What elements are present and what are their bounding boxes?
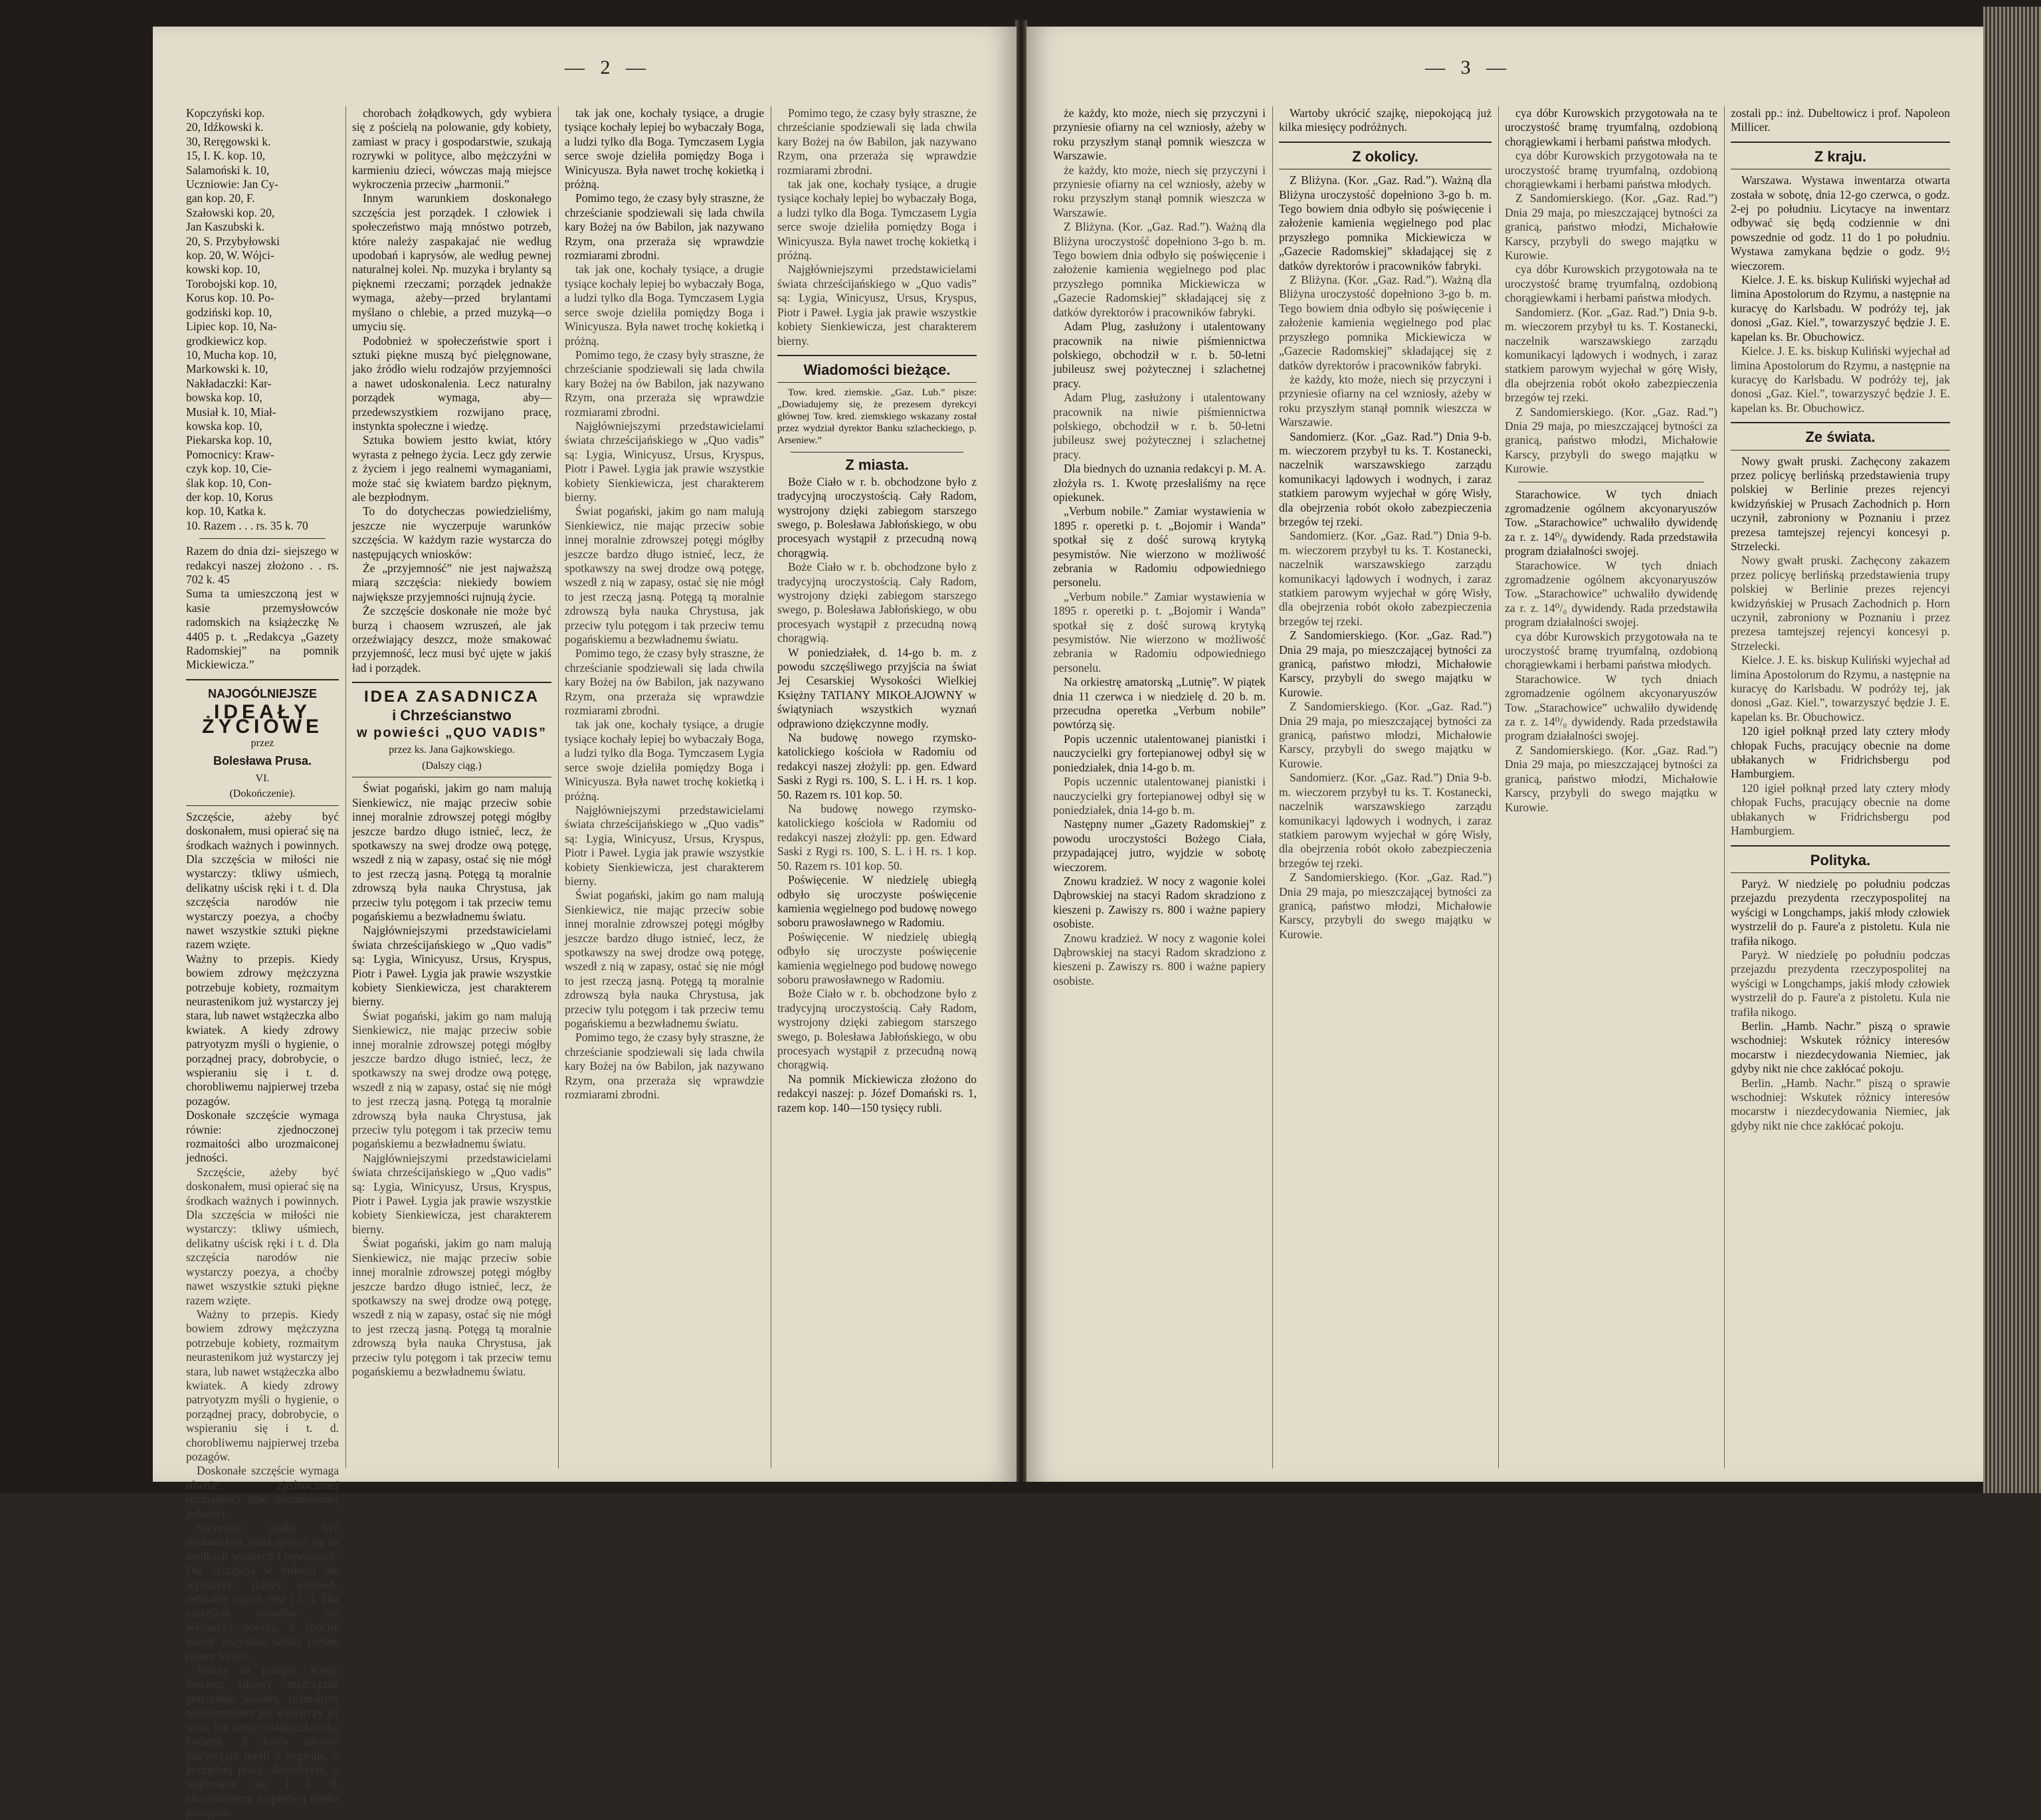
city-paragraph: Boże Ciało w r. b. obchodzone było z tradycyjną uroczystością. Cały Radom, wystrojony dzięki zabiegom starszego swego, p. Bolesława Jabłońskiego, w obu procesyach wystąpił z przecudną nową chorągwią. (777, 987, 977, 1072)
kraju-head: Z kraju. (1814, 148, 1867, 165)
article-paragraph: Najgłówniejszymi przedstawicielami świata chrześcijańskiego w „Quo vadis” są: Lygia, Winicyusz, Ursus, Kryspus, Piotr i Paweł. Lygia jak prawie wszystkie kobiety Sienkiewicza, jest charakterem bierny. (565, 419, 764, 504)
donor-line: Piekarska kop. 10, (186, 433, 272, 447)
article-paragraph: Pomimo tego, że czasy były straszne, że chrześcianie spodziewali się lada chwila kary Bożej na ów Babilon, jak nazywano Rzym, ona przeraża się wprawdzie rozmiarami zbrodni. (777, 106, 977, 177)
left-column-1 (186, 106, 339, 1819)
kraju-header (1731, 142, 1950, 169)
serial-paragraph: Szczęście, ażeby być doskonałem, musi opierać się na środkach ważnych i powinnych. Dla szczęścia w miłości nie wystarczy: tkliwy uśmiech, delikatny uścisk ręki i t. d. Dla szczęścia narodów nie wystarczy poezya, a choćby nawet wszystkie sztuki piękne razem wzięte. (186, 1521, 339, 1663)
article-paragraph: że każdy, kto może, niech się przyczyni i przyniesie ofiarny na cel wzniosły, ażeby w roku przyszłym stanął pomnik wieszcza w Warszawie. (1279, 372, 1492, 429)
article-paragraph: tak jak one, kochały tysiące, a drugie tysiące kochały lepiej bo wybaczały Boga, a ludzi tylko dla Boga. Tymczasem Lygia serce swoje dzieliła pomiędzy Boga i Winicyusza. Była nawet trochę kokietką i próżną. (565, 262, 764, 348)
idea-continuation: (Dalszy ciąg.) (422, 759, 482, 771)
right-column-2 (1279, 106, 1492, 1475)
article-paragraph: cya dóbr Kurowskich przygotowała na te uroczystość bramę tryumfalną, ozdobioną chorągiewkami i herbami państwa młodych. (1505, 629, 1717, 672)
column-rule (558, 106, 559, 1468)
polityka-header (1731, 845, 1950, 873)
article-paragraph: chorobach żołądkowych, gdy wybiera się z pościelą na polowanie, gdy kobiety, zamiast w pracy i gospodarstwie, szukają rozrywki w polityce, albo mężczyźni w karmieniu dzieci, wówczas mają miejsce wykroczenia przeciw „harmonii.” (352, 106, 551, 191)
article-paragraph: tak jak one, kochały tysiące, a drugie tysiące kochały lepiej bo wybaczały Boga, a ludzi tylko dla Boga. Tymczasem Lygia serce swoje dzieliła pomiędzy Boga i Winicyusza. Była nawet trochę kokietką i próżną. (777, 177, 977, 262)
serial-label: NAJOGÓLNIEJSZE (207, 686, 318, 700)
serial-paragraph: Szczęście, ażeby być doskonałem, musi opierać się na środkach ważnych i powinnych. Dla szczęścia w miłości nie wystarczy: tkliwy uśmiech, delikatny uścisk ręki i t. d. Dla szczęścia narodów nie wystarczy poezya, a choćby nawet wszystkie sztuki piękne razem wzięte. (186, 809, 339, 952)
article-paragraph: Z Sandomierskiego. (Kor. „Gaz. Rad.”) Dnia 29 maja, po mieszczającej bytności za granicą, państwo młodzi, Michałowie Karscy, przybyli do swego majątku w Kurowie. (1505, 191, 1717, 262)
donor-line: 10. Razem . . . rs. 35 k. 70 (186, 518, 308, 532)
right-page-number: — 3 — (1425, 56, 1511, 78)
donor-line: 20, Idźkowski k. (186, 120, 264, 134)
idea-title: IDEA ZASADNICZA (363, 688, 540, 706)
city-paragraph: Na budowę nowego rzymsko-katolickiego kościoła w Radomiu od redakcyi naszej złożyli: pp. gen. Edward Saski z Rygi rs. 100, S. L. i H. rs. 1 kop. 50. Razem rs. 101 kop. 50. (777, 731, 977, 801)
city-paragraph: Boże Ciało w r. b. obchodzone było z tradycyjną uroczystością. Cały Radom, wystrojony dzięki zabiegom starszego swego, p. Bolesława Jabłońskiego, w obu procesyach wystąpił z przecudną nową chorągwią. (777, 474, 977, 559)
swiata-header (1731, 422, 1950, 450)
donor-line: grodkiewicz kop. (186, 334, 267, 348)
article-paragraph: Adam Plug, zasłużony i utalentowany pracownik na niwie piśmiennictwa polskiego, obchodził w r. b. 50-letni jubileusz swej pożytecznej i szlachetnej pracy. (1053, 320, 1266, 390)
article-paragraph: Świat pogański, jakim go nam malują Sienkiewicz, nie mając przeciw sobie innej moralnie zdrowszej potęgi mógłby jeszcze bardzo długo istnieć, lecz, że spotkawszy na swej drodze ową potęgę, wszedł z nią w zapasy, ostać się nie mógł to jest rzeczą jasną. Potęgą tą moralnie zdrowszą była nauka Chrystusa, jak przeciw tylu potęgom i tak przeciw temu pogańskiemu a bezwładnemu światu. (565, 504, 764, 647)
article-paragraph: Warszawa. Wystawa inwentarza otwarta została w sobotę, dnia 12-go czerwca, o godz. 2-ej po południu. Licytacye na inwentarz odbywać się będą codziennie w dni powszednie od godz. 11 do 1 po południu. Wystawa zamykana będzie o godz. 9½ wieczorem. (1731, 173, 1950, 272)
column-rule (1724, 106, 1725, 1468)
article-paragraph: Berlin. „Hamb. Nachr.” piszą o sprawie wschodniej: Wskutek różnicy interesów mocarstw i niezdecydowania Niemiec, jak gdyby nikt nie chce zakłócać pokoju. (1731, 1076, 1950, 1132)
article-paragraph: Paryż. W niedzielę po południu podczas przejazdu prezydenta rzeczypospolitej na wyścigi w Longchamps, jakiś młody człowiek wystrzelił do p. Faure'a z pistoletu. Kula nie trafiła nikogo. (1731, 876, 1950, 948)
serial-title: IDEAŁY ŻYCIOWE (202, 701, 323, 738)
article-paragraph: Najgłówniejszymi przedstawicielami świata chrześcijańskiego w „Quo vadis” są: Lygia, Winicyusz, Ursus, Kryspus, Piotr i Paweł. Lygia jak prawie wszystkie kobiety Sienkiewicza, jest charakterem bierny. (352, 1151, 551, 1236)
article-paragraph: Dla biednych do uznania redakcyi p. M. A. złożyła rs. 1. Kwotę przesłaliśmy na ręce opiekunek. (1053, 462, 1266, 504)
article-paragraph: Najgłówniejszymi przedstawicielami świata chrześcijańskiego w „Quo vadis” są: Lygia, Winicyusz, Ursus, Kryspus, Piotr i Paweł. Lygia jak prawie wszystkie kobiety Sienkiewicza, jest charakterem bierny. (352, 924, 551, 1009)
article-paragraph: Na orkiestrę amatorską „Lutnię”. W piątek dnia 11 czerwca i w niedzielę d. 20 b. m. przecudna operetka „Verbum nobile” powtórzą się. (1053, 675, 1266, 732)
donor-line: Kopczyński kop. (186, 106, 265, 120)
serial-paragraph: Doskonałe szczęście wymaga równie: zjednoczonej rozmaitości albo urozmaiconej jedności. (186, 1464, 339, 1520)
article-paragraph: Kielce. J. E. ks. biskup Kuliński wyjechał ad limina Apostolorum do Rzymu, a następnie na kuracyę do Karlsbadu. W podróży tej, jak donosi „Gaz. Kiel.”, towarzyszyć będzie J. E. kapelan ks. Br. Obuchowicz. (1731, 653, 1950, 724)
serial-paragraph: Doskonałe szczęście wymaga równie: zjednoczonej rozmaitości albo urozmaiconej jedności. (186, 1108, 339, 1165)
article-paragraph: że każdy, kto może, niech się przyczyni i przyniesie ofiarny na cel wzniosły, ażeby w roku przyszłym stanął pomnik wieszcza w Warszawie. (1053, 163, 1266, 219)
article-paragraph: Najgłówniejszymi przedstawicielami świata chrześcijańskiego w „Quo vadis” są: Lygia, Winicyusz, Ursus, Kryspus, Piotr i Paweł. Lygia jak prawie wszystkie kobiety Sienkiewicza, jest charakterem bierny. (565, 803, 764, 888)
donor-list (186, 106, 339, 533)
article-paragraph: Pomimo tego, że czasy były straszne, że chrześcianie spodziewali się lada chwila kary Bożej na ów Babilon, jak nazywano Rzym, ona przeraża się wprawdzie rozmiarami zbrodni. (565, 348, 764, 419)
article-paragraph: Z Sandomierskiego. (Kor. „Gaz. Rad.”) Dnia 29 maja, po mieszczającej bytności za granicą, państwo młodzi, Michałowie Karscy, przybyli do swego majątku w Kurowie. (1505, 743, 1717, 814)
donor-line: Torobojski kop. 10, (186, 276, 277, 290)
kasa-note: Suma ta umieszczoną jest w kasie przemysłowców radomskich na książeczkę № 4405 p. t. „Redakcya „Gazety Radomskiej” na pomnik Mickiewicza.” (186, 587, 339, 672)
article-paragraph: Świat pogański, jakim go nam malują Sienkiewicz, nie mając przeciw sobie innej moralnie zdrowszej potęgi mógłby jeszcze bardzo długo istnieć, lecz, że spotkawszy na swej drodze ową potęgę, wszedł z nią w zapasy, ostać się nie mógł to jest rzeczą jasną. Potęgą tą moralnie zdrowszą była nauka Chrystusa, jak przeciw tylu potęgom i tak przeciw temu pogańskiemu a bezwładnemu światu. (352, 1009, 551, 1151)
article-paragraph: 120 igieł połknął przed laty cztery młody chłopak Fuchs, pracujący obecnie na dome ubłakanych w Fridrichsbergu pod Hamburgiem. (1731, 724, 1950, 781)
article-paragraph: Następny numer „Gazety Radomskiej” z powodu uroczystości Bożego Ciała, przypadającej jutro, wyjdzie w sobotę wieczorem. (1053, 817, 1266, 874)
city-head: Z miasta. (845, 456, 909, 474)
article-paragraph: Że „przyjemność” nie jest najważszą miarą szczęścia: niekiedy bowiem największe przyjemności rujnują życie. (352, 561, 551, 603)
article-paragraph: Popis uczennic utalentowanej pianistki i nauczycielki gry fortepianowej odbył się w poniedziałek, dnia 14-go b. m. (1053, 775, 1266, 817)
article-paragraph: Pomimo tego, że czasy były straszne, że chrześcianie spodziewali się lada chwila kary Bożej na ów Babilon, jak nazywano Rzym, ona przeraża się wprawdzie rozmiarami zbrodni. (565, 191, 764, 262)
article-paragraph: że każdy, kto może, niech się przyczyni i przyniesie ofiarny na cel wzniosły, ażeby w roku przyszłym stanął pomnik wieszcza w Warszawie. (1053, 106, 1266, 163)
left-column-3 (565, 106, 764, 1475)
donor-line: godziński kop. 10, (186, 305, 272, 319)
polityka-head: Polityka. (1810, 851, 1871, 868)
article-paragraph: Popis uczennic utalentowanej pianistki i nauczycielki gry fortepianowej odbył się w poniedziałek, dnia 14-go b. m. (1053, 732, 1266, 774)
city-paragraph: Boże Ciało w r. b. obchodzone było z tradycyjną uroczystością. Cały Radom, wystrojony dzięki zabiegom starszego swego, p. Bolesława Jabłońskiego, w obu procesyach wystąpił z przecudną nową chorągwią. (777, 560, 977, 645)
donor-line: kop. 10, Katka k. (186, 504, 266, 518)
column-rule (1498, 106, 1499, 1468)
article-paragraph: Świat pogański, jakim go nam malują Sienkiewicz, nie mając przeciw sobie innej moralnie zdrowszej potęgi mógłby jeszcze bardzo długo istnieć, lecz, że spotkawszy na swej drodze ową potęgę, wszedł z nią w zapasy, ostać się nie mógł to jest rzeczą jasną. Potęgą tą moralnie zdrowszą była nauka Chrystusa, jak przeciw tylu potęgom i tak przeciw temu pogańskiemu a bezwładnemu światu. (352, 1237, 551, 1378)
article-paragraph: Z Sandomierskiego. (Kor. „Gaz. Rad.”) Dnia 29 maja, po mieszczającej bytności za granicą, państwo młodzi, Michałowie Karscy, przybyli do swego majątku w Kurowie. (1279, 629, 1492, 699)
donor-line: Pomocnicy: Kraw- (186, 447, 274, 461)
article-paragraph: Podobnież w społeczeństwie sport i sztuki piękne muszą być pielęgnowane, jako źródło wielu rodzajów przyjemności a nawet udoskonalenia. Lecz naturalny porządek wymaga, aby—przedewszystkiem rozwijano pracę, instynkta społeczne i wiedzę. (352, 334, 551, 433)
article-paragraph: Znowu kradzież. W nocy z wagonie kolei Dąbrowskiej na stacyi Radom skradziono z kieszeni p. Zawiszy rs. 800 i ważne papiery osobiste. (1053, 874, 1266, 931)
article-paragraph: Znowu kradzież. W nocy z wagonie kolei Dąbrowskiej na stacyi Radom skradziono z kieszeni p. Zawiszy rs. 800 i ważne papiery osobiste. (1053, 931, 1266, 987)
donor-line: der kop. 10, Korus (186, 490, 273, 504)
article-paragraph: Kielce. J. E. ks. biskup Kuliński wyjechał ad limina Apostolorum do Rzymu, a następnie na kuracyę do Karlsbadu. W podróży tej, jak donosi „Gaz. Kiel.”, towarzyszyć będzie J. E. kapelan ks. Br. Obuchowicz. (1731, 344, 1950, 415)
article-paragraph: Z Sandomierskiego. (Kor. „Gaz. Rad.”) Dnia 29 maja, po mieszczającej bytności za granicą, państwo młodzi, Michałowie Karscy, przybyli do swego majątku w Kurowie. (1279, 870, 1492, 941)
article-paragraph: Świat pogański, jakim go nam malują Sienkiewicz, nie mając przeciw sobie innej moralnie zdrowszej potęgi mógłby jeszcze bardzo długo istnieć, lecz, że spotkawszy na swej drodze ową potęgę, wszedł z nią w zapasy, ostać się nie mógł to jest rzeczą jasną. Potęgą tą moralnie zdrowszą była nauka Chrystusa, jak przeciw tylu potęgom i tak przeciw temu pogańskiemu a bezwładnemu światu. (565, 888, 764, 1030)
article-paragraph: Kielce. J. E. ks. biskup Kuliński wyjechał ad limina Apostolorum do Rzymu, a następnie na kuracyę do Karlsbadu. W podróży tej, jak donosi „Gaz. Kiel.”, towarzyszyć będzie J. E. kapelan ks. Br. Obuchowicz. (1731, 273, 1950, 344)
article-paragraph: cya dóbr Kurowskich przygotowała na te uroczystość bramę tryumfalną, ozdobioną chorągiewkami i herbami państwa młodych. (1505, 262, 1717, 305)
article-paragraph: Paryż. W niedzielę po południu podczas przejazdu prezydenta rzeczypospolitej na wyścigi w Longchamps, jakiś młody człowiek wystrzelił do p. Faure'a z pistoletu. Kula nie trafiła nikogo. (1731, 948, 1950, 1019)
serial-paragraph: Ważny to przepis. Kiedy bowiem zdrowy mężczyzna potrzebuje kobiety, rozmaitym neurastenikom już wystarczy jej stara, lub nawet wstążeczka albo kwiatek. A kiedy zdrowy patryotyzm myśli o hygienie, o porządnej pracy, dobrobycie, o wspieraniu się i t. d. chorobliwemu najpierwej trzeba pozagów. (186, 1307, 339, 1463)
article-paragraph: cya dóbr Kurowskich przygotowała na te uroczystość bramę tryumfalną, ozdobioną chorągiewkami i herbami państwa młodych. (1505, 106, 1717, 148)
article-paragraph: Sztuka bowiem jestto kwiat, który wyrasta z pełnego życia. Lecz gdy zerwie z życiem i jego realnemi wymaganiami, może stać się kwiatem bardzo pięknym, ale bezpłodnym. (352, 433, 551, 504)
column-rule (345, 106, 346, 1468)
donor-line: Szałowski kop. 20, (186, 205, 275, 219)
serial-paragraph: Ważny to przepis. Kiedy bowiem zdrowy mężczyzna potrzebuje kobiety, rozmaitym neurastenikom już wystarczy jej stara, lub nawet wstążeczka albo kwiatek. A kiedy zdrowy patryotyzm myśli o hygienie, o porządnej pracy, dobrobycie, o wspieraniu się i t. d. chorobliwemu najpierwej trzeba pozagów. (186, 952, 339, 1108)
city-paragraph: Poświęcenie. W niedzielę ubiegłą odbyło się uroczyste poświęcenie kamienia węgielnego pod budowę nowego soboru prawosławnego w Radomiu. (777, 873, 977, 930)
right-page (1026, 27, 1983, 1482)
donor-line: Uczniowie: Jan Cy- (186, 177, 278, 191)
article-paragraph: Pomimo tego, że czasy były straszne, że chrześcianie spodziewali się lada chwila kary Bożej na ów Babilon, jak nazywano Rzym, ona przeraża się wprawdzie rozmiarami zbrodni. (565, 1031, 764, 1102)
article-paragraph: Z Bliżyna. (Kor. „Gaz. Rad.”). Ważną dla Bliżyna uroczystość dopełniono 3-go b. m. Tego bowiem dnia odbyło się poświęcenie i założenie kamienia węgielnego pod plac przyszłego pomnika Mickiewicza w „Gazecie Radomskiej” składającej się z datków dyrektorów i pracowników fabryki. (1279, 173, 1492, 272)
city-paragraph: Poświęcenie. W niedzielę ubiegłą odbyło się uroczyste poświęcenie kamienia węgielnego pod budowę nowego soboru prawosławnego w Radomiu. (777, 930, 977, 986)
article-paragraph: Najgłówniejszymi przedstawicielami świata chrześcijańskiego w „Quo vadis” są: Lygia, Winicyusz, Ursus, Kryspus, Piotr i Paweł. Lygia jak prawie wszystkie kobiety Sienkiewicza, jest charakterem bierny. (777, 262, 977, 348)
serial-by: przez (250, 738, 274, 750)
donor-line: Jan Kaszubski k. (186, 220, 265, 234)
serial-paragraph: Szczęście, ażeby być doskonałem, musi opierać się na środkach ważnych i powinnych. Dla szczęścia w miłości nie wystarczy: tkliwy uśmiech, delikatny uścisk ręki i t. d. Dla szczęścia narodów nie wystarczy poezya, a choćby nawet wszystkie sztuki piękne razem wzięte. (186, 1165, 339, 1307)
article-paragraph: 120 igieł połknął przed laty cztery młody chłopak Fuchs, pracujący obecnie na dome ubłakanych w Fridrichsbergu pod Hamburgiem. (1731, 781, 1950, 838)
article-paragraph: tak jak one, kochały tysiące, a drugie tysiące kochały lepiej bo wybaczały Boga, a ludzi tylko dla Boga. Tymczasem Lygia serce swoje dzieliła pomiędzy Boga i Winicyusza. Była nawet trochę kokietką i próżną. (565, 106, 764, 191)
article-paragraph: „Verbum nobile.” Zamiar wystawienia w 1895 r. operetki p. t. „Bojomir i Wanda” spotkał się z dość surową krytyką pesymistów. Nie wierzono w możliwość zebrania w Radomiu odpowiedniego personelu. (1053, 589, 1266, 674)
book-gutter (1015, 20, 1027, 1482)
city-paragraph: Na budowę nowego rzymsko-katolickiego kościoła w Radomiu od redakcyi naszej złożyli: pp. gen. Edward Saski z Rygi rs. 100, S. L. i H. rs. 1 kop. 50. Razem rs. 101 kop. 50. (777, 802, 977, 872)
article-paragraph: Sandomierz. (Kor. „Gaz. Rad.”) Dnia 9-b. m. wieczorem przybył tu ks. T. Kostanecki, naczelnik warszawskiego zarządu komunikacyi lądowych i wodnych, i zaraz statkiem parowym wyjechał w górę Wisły, dla obejrzenia robót około zabezpieczenia brzegów tej rzeki. (1279, 429, 1492, 528)
total-text: Razem do dnia dzi- siejszego w redakcyi naszej złożono . . rs. 702 k. 45 (186, 544, 339, 586)
donor-line: ślak kop. 10, Con- (186, 476, 272, 490)
donor-line: kowski kop. 10, (186, 262, 260, 276)
okolicy-header (1279, 142, 1492, 169)
news-header (777, 355, 977, 383)
donor-line: 30, Reręgowski k. (186, 134, 271, 148)
donor-line: Musiał k. 10, Miał- (186, 405, 276, 419)
donor-line: kop. 20, W. Wójci- (186, 249, 274, 262)
right-column-3 (1505, 106, 1717, 1475)
article-paragraph: Adam Plug, zasłużony i utalentowany pracownik na niwie piśmiennictwa polskiego, obchodził w r. b. 50-letni jubileusz swej pożytecznej i szlachetnej pracy. (1053, 391, 1266, 461)
right-column-4 (1731, 106, 1950, 1475)
left-page-number: — 2 — (565, 56, 651, 78)
article-paragraph: zostali pp.: inż. Dubeltowicz i prof. Napoleon Millicer. (1731, 106, 1950, 134)
article-paragraph: cya dóbr Kurowskich przygotowała na te uroczystość bramę tryumfalną, ozdobioną chorągiewkami i herbami państwa młodych. (1505, 149, 1717, 191)
stacked-page-edges (1983, 7, 2041, 1493)
article-paragraph: Z Bliżyna. (Kor. „Gaz. Rad.”). Ważną dla Bliżyna uroczystość dopełniono 3-go b. m. Tego bowiem dnia odbyło się poświęcenie i założenie kamienia węgielnego pod plac przyszłego pomnika Mickiewicza w „Gazecie Radomskiej” składającej się z datków dyrektorów i pracowników fabryki. (1053, 220, 1266, 319)
article-paragraph: Z Bliżyna. (Kor. „Gaz. Rad.”). Ważną dla Bliżyna uroczystość dopełniono 3-go b. m. Tego bowiem dnia odbyło się poświęcenie i założenie kamienia węgielnego pod plac przyszłego pomnika Mickiewicza w „Gazecie Radomskiej” składającej się z datków dyrektorów i pracowników fabryki. (1279, 273, 1492, 372)
donor-line: Nakładaczki: Kar- (186, 376, 272, 390)
idea-header (352, 682, 551, 777)
article-paragraph: Nowy gwałt pruski. Zachęcony zakazem przez policyę berlińską przedstawienia trupy polskiej w Berlinie prezes rejencyi kwidzyńskiej w Prusach Zachodnich p. Horn uczynił, zabroniony w Poznaniu i przez prezesa tamtejszej rejencyi koncesyi p. Strzelecki. (1731, 554, 1950, 653)
idea-novel: w powieści „QUO VADIS” (357, 726, 547, 741)
article-paragraph: Nowy gwałt pruski. Zachęcony zakazem przez policyę berlińską przedstawienia trupy polskiej w Berlinie prezes rejencyi kwidzyńskiej w Prusach Zachodnich p. Horn uczynił, zabroniony w Poznaniu i przez prezesa tamtejszej rejencyi koncesyi p. Strzelecki. (1731, 454, 1950, 553)
article-paragraph: Że szczęście doskonałe nie może być burzą i chaosem wzruszeń, ale jak orzeźwiający deszcz, może smakować przyjemność, lecz musi być ujęte w jakiś ład i porządek. (352, 604, 551, 674)
article-paragraph: Berlin. „Hamb. Nachr.” piszą o sprawie wschodniej: Wskutek różnicy interesów mocarstw i niezdecydowania Niemiec, jak gdyby nikt nie chce zakłócać pokoju. (1731, 1019, 1950, 1076)
article-paragraph: Z Sandomierskiego. (Kor. „Gaz. Rad.”) Dnia 29 maja, po mieszczającej bytności za granicą, państwo młodzi, Michałowie Karscy, przybyli do swego majątku w Kurowie. (1505, 405, 1717, 476)
idea-author: przez ks. Jana Gajkowskiego. (389, 744, 515, 756)
left-page (153, 27, 1017, 1819)
article-paragraph: To do dotycheczas powiedzieliśmy, jeszcze nie wyczerpuje warunków szczęścia. W każdym razie wystarcza do następujących wniosków: (352, 504, 551, 561)
article-paragraph: tak jak one, kochały tysiące, a drugie tysiące kochały lepiej bo wybaczały Boga, a ludzi tylko dla Boga. Tymczasem Lygia serce swoje dzieliła pomiędzy Boga i Winicyusza. Była nawet trochę kokietką i próżną. (565, 718, 764, 803)
donor-line: czyk kop. 10, Cie- (186, 462, 272, 476)
column-rule (1272, 106, 1273, 1468)
left-column-4 (777, 106, 977, 1475)
article-paragraph: Innym warunkiem doskonałego szczęścia jest porządek. I człowiek i społeczeństwo mają mnóstwo potrzeb, które należy zaspakajać nie według upodobań i kaprysów, ale według pewnej naturalnej kolei. Np. muzyka i brylanty są pięknemi rzeczami; porządek jednakże wymaga, ażeby—przed brylantami myślano o chlebie, a przed muzyką—o umyciu się. (352, 191, 551, 334)
article-paragraph: Starachowice. W tych dniach zgromadzenie ogólnem akcyonaryuszów Tow. „Starachowice” uchwaliło dywidendę za r. z. 14⁰/₀ dywidendy. Rada przedstawiła program działalności swojej. (1505, 558, 1717, 629)
article-paragraph: Z Sandomierskiego. (Kor. „Gaz. Rad.”) Dnia 29 maja, po mieszczającej bytności za granicą, państwo młodzi, Michałowie Karscy, przybyli do swego majątku w Kurowie. (1279, 700, 1492, 770)
news-note: Tow. kred. ziemskie. „Gaz. Lub.” pisze: „Dowiadujemy się, że prezesem dyrekcyi głównej Tow. kred. ziemskiego wskazany został przez wydział dyrektor Banku szlacheckiego, p. Arseniew.” (777, 387, 977, 447)
donor-line: 20, S. Przybyłowski (186, 234, 280, 248)
donor-line: Markowski k. 10, (186, 362, 268, 376)
donor-line: Lipiec kop. 10, Na- (186, 320, 277, 334)
donor-line: bowska kop. 10, (186, 391, 262, 405)
right-column-1 (1053, 106, 1266, 1475)
idea-subtitle: i Chrześcianstwo (392, 706, 512, 724)
serial-paragraph: Ważny to przepis. Kiedy bowiem zdrowy mężczyzna potrzebuje kobiety, rozmaitym neurastenikom już wystarczy jej stara, lub nawet wstążeczka albo kwiatek. A kiedy zdrowy patryotyzm myśli o hygienie, o porządnej pracy, dobrobycie, o wspieraniu się i t. d. chorobliwemu najpierwej trzeba pozagów. (186, 1663, 339, 1819)
article-paragraph: Wartoby ukrócić szajkę, niepokojącą już kilka miesięcy podróżnych. (1279, 106, 1492, 134)
city-paragraph: W poniedziałek, d. 14-go b. m. z powodu szczęśliwego przyjścia na świat Jej Cesarskiej Wysokości Wielkiej Księżny TATIANY MIKOŁAJOWNY w świątyniach wszystkich wyznań odprawiono dziękczynne modły. (777, 645, 977, 730)
article-paragraph: Starachowice. W tych dniach zgromadzenie ogólnem akcyonaryuszów Tow. „Starachowice” uchwaliło dywidendę za r. z. 14⁰/₀ dywidendy. Rada przedstawiła program działalności swojej. (1505, 672, 1717, 743)
donor-line: kowska kop. 10, (186, 419, 262, 433)
donor-line: 15, I. K. kop. 10, (186, 149, 266, 163)
donor-line: Korus kop. 10. Po- (186, 291, 274, 305)
serial-author: Bolesława Prusa. (213, 754, 312, 768)
donor-line: 10, Mucha kop. 10, (186, 348, 277, 361)
serial-header (186, 679, 339, 806)
city-paragraph: Na pomnik Mickiewicza złożono do redakcyi naszej: p. Józef Domański rs. 1, razem kop. 140—150 tysięcy rubli. (777, 1072, 977, 1114)
article-paragraph: Świat pogański, jakim go nam malują Sienkiewicz, nie mając przeciw sobie innej moralnie zdrowszej potęgi mógłby jeszcze bardzo długo istnieć, lecz, że spotkawszy na swej drodze ową potęgę, wszedł z nią w zapasy, ostać się nie mógł to jest rzeczą jasną. Potęgą tą moralnie zdrowszą była nauka Chrystusa, jak przeciw tylu potęgom i tak przeciw temu pogańskiemu a bezwładnemu światu. (352, 781, 551, 923)
article-paragraph: „Verbum nobile.” Zamiar wystawienia w 1895 r. operetki p. t. „Bojomir i Wanda” spotkał się z dość surową krytyką pesymistów. Nie wierzono w możliwość zebrania w Radomiu odpowiedniego personelu. (1053, 504, 1266, 589)
article-paragraph: Pomimo tego, że czasy były straszne, że chrześcianie spodziewali się lada chwila kary Bożej na ów Babilon, jak nazywano Rzym, ona przeraża się wprawdzie rozmiarami zbrodni. (565, 647, 764, 718)
okolicy-head: Z okolicy. (1352, 148, 1418, 165)
donor-line: Salamoński k. 10, (186, 163, 270, 177)
article-paragraph: Sandomierz. (Kor. „Gaz. Rad.”) Dnia 9-b. m. wieczorem przybył tu ks. T. Kostanecki, naczelnik warszawskiego zarządu komunikacyi lądowych i wodnych, i zaraz statkiem parowym wyjechał w górę Wisły, dla obejrzenia robót około zabezpieczenia brzegów tej rzeki. (1279, 529, 1492, 628)
article-paragraph: Starachowice. W tych dniach zgromadzenie ogólnem akcyonaryuszów Tow. „Starachowice” uchwaliło dywidendę za r. z. 14⁰/₀ dywidendy. Rada przedstawiła program działalności swojej. (1505, 487, 1717, 558)
donor-line: gan kop. 20, F. (186, 191, 255, 205)
left-column-2 (352, 106, 551, 1475)
serial-continuation: (Dokończenie). (229, 788, 296, 800)
article-paragraph: Sandomierz. (Kor. „Gaz. Rad.”) Dnia 9-b. m. wieczorem przybył tu ks. T. Kostanecki, naczelnik warszawskiego zarządu komunikacyi lądowych i wodnych, i zaraz statkiem parowym wyjechał w górę Wisły, dla obejrzenia robót około zabezpieczenia brzegów tej rzeki. (1279, 771, 1492, 870)
article-paragraph: Sandomierz. (Kor. „Gaz. Rad.”) Dnia 9-b. m. wieczorem przybył tu ks. T. Kostanecki, naczelnik warszawskiego zarządu komunikacyi lądowych i wodnych, i zaraz statkiem parowym wyjechał w górę Wisły, dla obejrzenia robót około zabezpieczenia brzegów tej rzeki. (1505, 305, 1717, 405)
serial-chapter: VI. (255, 772, 270, 784)
news-head: Wiadomości bieżące. (803, 361, 951, 378)
swiata-head: Ze świata. (1805, 429, 1876, 446)
